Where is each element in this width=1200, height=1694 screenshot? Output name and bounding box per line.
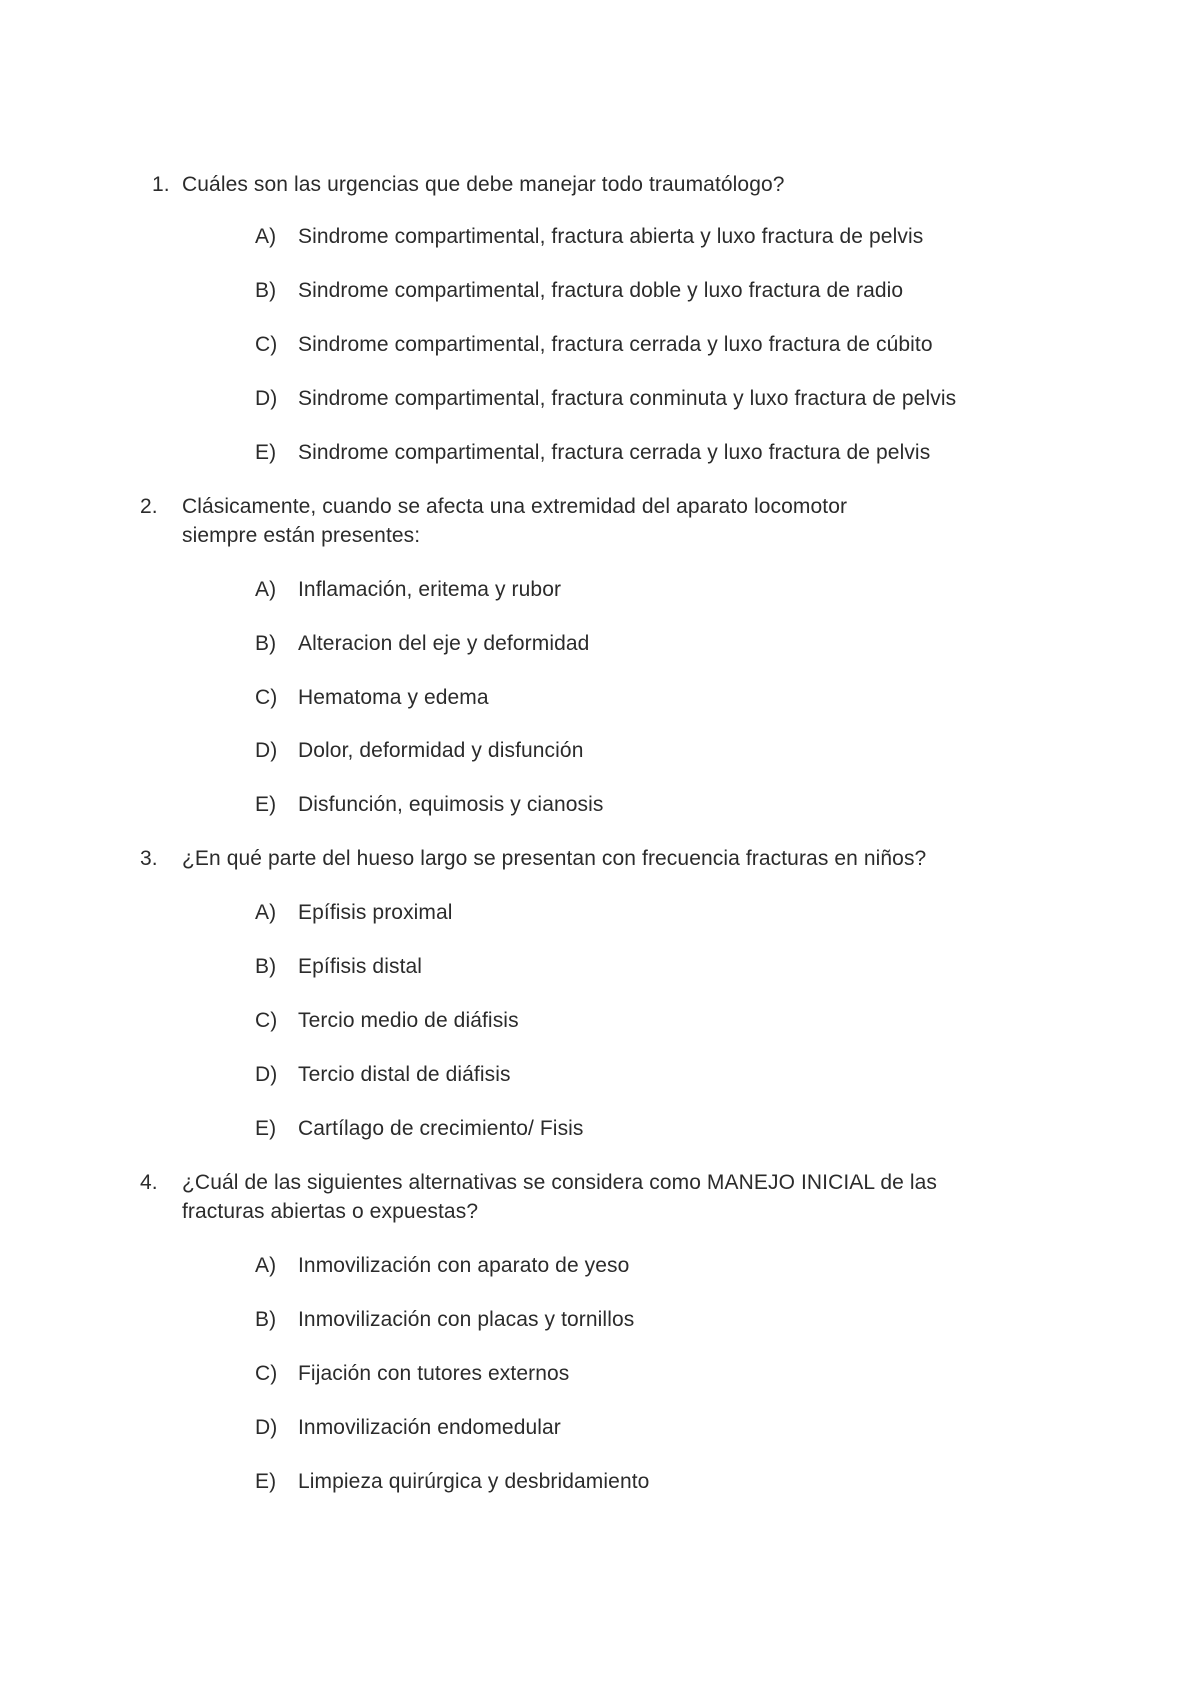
option-letter: D) xyxy=(255,1416,278,1439)
option-text: Cartílago de crecimiento/ Fisis xyxy=(298,1117,584,1140)
option-text: Epífisis proximal xyxy=(298,901,453,924)
option-2b xyxy=(255,629,1055,658)
option-1b xyxy=(255,276,1055,305)
option-letter: A) xyxy=(255,901,277,924)
option-letter: A) xyxy=(255,225,277,248)
option-letter: E) xyxy=(255,441,277,464)
option-text: Tercio medio de diáfisis xyxy=(298,1009,519,1032)
option-letter: C) xyxy=(255,1362,278,1385)
option-text: Alteracion del eje y deformidad xyxy=(298,632,590,655)
option-1a xyxy=(255,222,1055,251)
option-text: Sindrome compartimental, fractura abierta y luxo fractura de pelvis xyxy=(298,225,924,248)
question-text-line2: siempre están presentes: xyxy=(182,524,421,547)
question-2 xyxy=(140,492,1020,550)
option-4d xyxy=(255,1413,1055,1442)
option-letter: A) xyxy=(255,1254,277,1277)
option-letter: D) xyxy=(255,1063,278,1086)
question-text: Cuáles son las urgencias que debe manejar todo traumatólogo? xyxy=(182,173,785,196)
option-letter: E) xyxy=(255,793,277,816)
question-number: 2. xyxy=(140,495,158,518)
option-text: Tercio distal de diáfisis xyxy=(298,1063,511,1086)
option-3d xyxy=(255,1060,1055,1089)
option-2a xyxy=(255,575,1055,604)
option-letter: C) xyxy=(255,1009,278,1032)
option-letter: D) xyxy=(255,739,278,762)
option-1d xyxy=(255,384,1055,413)
question-number: 3. xyxy=(140,847,158,870)
question-number: 4. xyxy=(140,1171,158,1194)
option-2c xyxy=(255,683,1055,712)
option-text: Sindrome compartimental, fractura cerrada y luxo fractura de pelvis xyxy=(298,441,931,464)
option-text: Fijación con tutores externos xyxy=(298,1362,570,1385)
option-text: Inmovilización endomedular xyxy=(298,1416,561,1439)
option-text: Epífisis distal xyxy=(298,955,423,978)
option-3e xyxy=(255,1114,1055,1143)
question-text-line2: fracturas abiertas o expuestas? xyxy=(182,1200,479,1223)
option-letter: E) xyxy=(255,1470,277,1493)
option-3c xyxy=(255,1006,1055,1035)
option-text: Limpieza quirúrgica y desbridamiento xyxy=(298,1470,650,1493)
option-letter: B) xyxy=(255,279,277,302)
option-4b xyxy=(255,1305,1055,1334)
option-4a xyxy=(255,1251,1055,1280)
option-letter: A) xyxy=(255,578,277,601)
question-3 xyxy=(140,844,1020,873)
question-text: ¿En qué parte del hueso largo se presentan con frecuencia fracturas en niños? xyxy=(182,847,927,870)
option-text: Inflamación, eritema y rubor xyxy=(298,578,562,601)
option-text: Dolor, deformidad y disfunción xyxy=(298,739,584,762)
option-4c xyxy=(255,1359,1055,1388)
option-letter: B) xyxy=(255,955,277,978)
option-3b xyxy=(255,952,1055,981)
option-text: Inmovilización con placas y tornillos xyxy=(298,1308,635,1331)
option-4e xyxy=(255,1467,1055,1496)
option-text: Hematoma y edema xyxy=(298,686,489,709)
option-text: Sindrome compartimental, fractura cerrada y luxo fractura de cúbito xyxy=(298,333,933,356)
question-text-line1: Clásicamente, cuando se afecta una extremidad del aparato locomotor xyxy=(182,495,848,518)
option-3a xyxy=(255,898,1055,927)
option-2e xyxy=(255,790,1055,819)
option-2d xyxy=(255,736,1055,765)
option-1c xyxy=(255,330,1055,359)
option-1e xyxy=(255,438,1055,467)
option-text: Inmovilización con aparato de yeso xyxy=(298,1254,630,1277)
option-text: Disfunción, equimosis y cianosis xyxy=(298,793,604,816)
question-1 xyxy=(140,170,1020,199)
option-letter: E) xyxy=(255,1117,277,1140)
option-text: Sindrome compartimental, fractura doble y luxo fractura de radio xyxy=(298,279,904,302)
option-text: Sindrome compartimental, fractura conminuta y luxo fractura de pelvis xyxy=(298,387,957,410)
question-number: 1. xyxy=(152,173,170,196)
question-4 xyxy=(140,1168,1020,1226)
question-text-line1: ¿Cuál de las siguientes alternativas se considera como MANEJO INICIAL de las xyxy=(182,1171,937,1194)
option-letter: B) xyxy=(255,632,277,655)
option-letter: C) xyxy=(255,686,278,709)
option-letter: D) xyxy=(255,387,278,410)
option-letter: B) xyxy=(255,1308,277,1331)
option-letter: C) xyxy=(255,333,278,356)
